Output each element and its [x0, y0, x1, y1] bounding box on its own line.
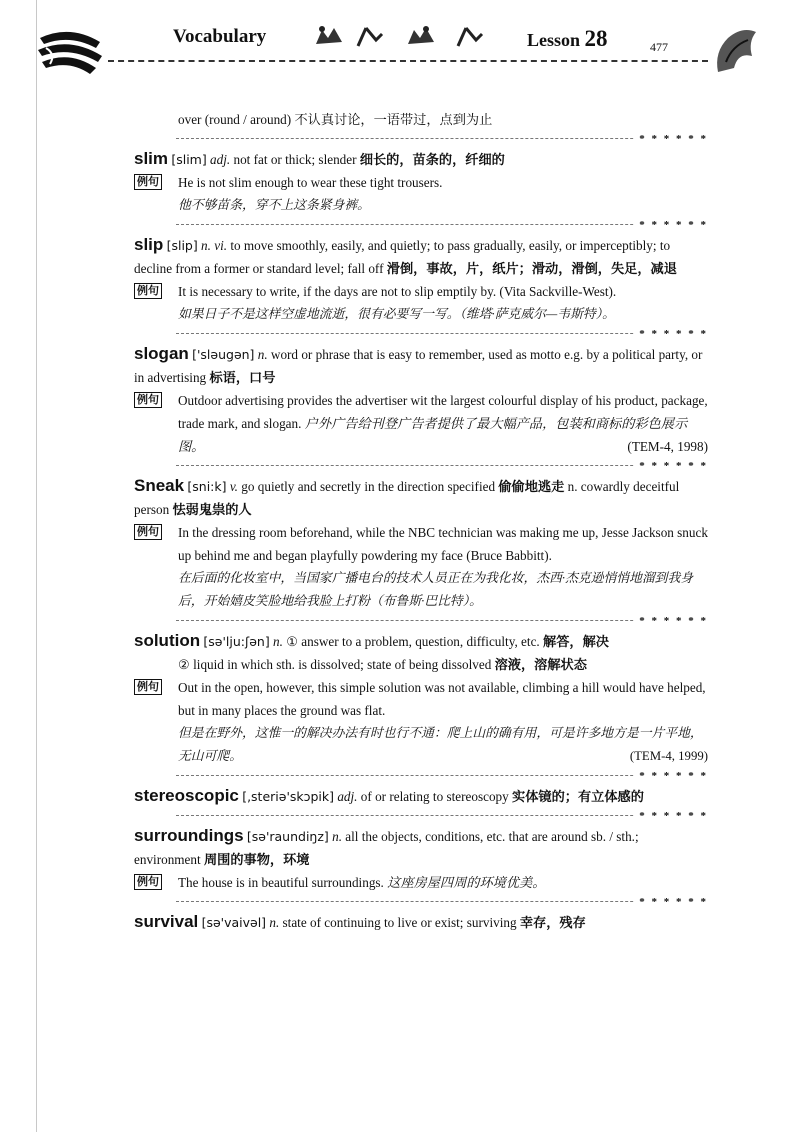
part-of-speech: n.: [269, 915, 280, 930]
entry-surroundings: [134, 824, 708, 894]
part-of-speech: n.: [257, 347, 268, 362]
pronunciation: [sə'vaivəl]: [201, 915, 267, 930]
lesson-label: [527, 26, 608, 52]
entry-slogan: [134, 342, 708, 458]
example-tag: 例句: [134, 679, 162, 695]
definition-2-cn: 溶液，溶解状态: [494, 657, 587, 672]
headword: slip: [134, 235, 164, 254]
page-edge: [36, 0, 37, 1132]
definition: go quietly and secretly in the direction specified: [241, 479, 496, 494]
example: [134, 676, 708, 722]
figure-ornament-icon: [312, 24, 348, 48]
entry-separator: * * * * * *: [176, 620, 708, 621]
example-cn: 他不够苗条，穿不上这条紧身裤。: [178, 198, 370, 212]
entry-slim: [134, 147, 708, 217]
example-cn: 在后面的化妆室中，当国家广播电台的技术人员正在为我化妆，杰西·杰克逊悄悄地溜到我身后，开始嬉皮笑脸地给我脸上打粉（布鲁斯·巴比特）。: [178, 571, 694, 608]
entry-definition: [134, 474, 708, 521]
lead-line: over (round / around) 不认真讨论，一语带过，点到为止: [178, 112, 493, 127]
definition-cn: 偷偷地逃走: [498, 479, 565, 494]
pronunciation: [sə'raundiŋz]: [246, 829, 329, 844]
example: [134, 521, 708, 567]
definition-2: n. cowardly deceitful person: [134, 479, 680, 517]
page-header: [0, 0, 800, 100]
example-tag: 例句: [134, 392, 162, 408]
entry-separator: * * * * * *: [176, 815, 708, 816]
example-cn: 这座房屋四周的环境优美。: [387, 875, 546, 890]
part-of-speech: adj.: [337, 789, 358, 804]
example-en: The house is in beautiful surroundings.: [178, 875, 384, 890]
definition-2: ② liquid in which sth. is dissolved; state of being dissolved: [178, 657, 492, 672]
entry-stereoscopic: [134, 784, 708, 808]
part-of-speech: v.: [229, 479, 238, 494]
definition-2-cn: 怯弱鬼祟的人: [172, 502, 252, 517]
source-citation: (TEM-4, 1998): [627, 439, 708, 454]
entry-separator: * * * * * *: [176, 465, 708, 466]
entry-definition: [134, 784, 708, 808]
definition: of or relating to stereoscopy: [360, 789, 509, 804]
lesson-word: Lesson: [527, 30, 581, 50]
pronunciation: [sni:k]: [187, 479, 227, 494]
example: [134, 280, 708, 303]
example-tag: 例句: [134, 174, 162, 190]
entry-definition: [134, 910, 708, 934]
headword: Sneak: [134, 476, 185, 495]
example-en: Outdoor advertising provides the advertiser wit the largest colourful display of his product, package, trade mark, and slogan.: [178, 393, 708, 431]
definition-cn: 细长的，苗条的，纤细的: [359, 152, 505, 167]
pronunciation: [slip]: [166, 238, 198, 253]
definition-cn: 周围的事物，环境: [203, 852, 310, 867]
part-of-speech: n. vi.: [201, 238, 228, 253]
definition-cn: 滑倒，事故，片，纸片；滑动，滑倒，失足，减退: [386, 261, 677, 276]
definition: not fat or thick; slender: [233, 152, 357, 167]
example-cn: 如果日子不是这样空虚地流逝，很有必要写一写。（维塔·萨克威尔—韦斯特）。: [178, 307, 615, 321]
example-en: Out in the open, however, this simple solution was not available, climbing a hill would have helped, but in many places the ground was flat.: [178, 680, 706, 718]
definition: state of continuing to live or exist; surviving: [282, 915, 517, 930]
entry-definition: [134, 233, 708, 280]
header-rule: [108, 60, 708, 62]
entry-slip: [134, 233, 708, 326]
example-cn: 户外广告给刊登广告者提供了最大幅产品，包装和商标的彩色展示图。: [178, 416, 688, 454]
entry-sneak: [134, 474, 708, 613]
entry-separator: * * * * * *: [176, 901, 708, 902]
example-en: He is not slim enough to wear these tight trousers.: [178, 175, 443, 190]
example-tag: 例句: [134, 524, 162, 540]
example-tag: 例句: [134, 874, 162, 890]
headword: slim: [134, 149, 169, 168]
definition-cn: 实体镜的；有立体感的: [512, 789, 644, 804]
lesson-number: 28: [584, 26, 608, 51]
example-cn: 但是在野外，这惟一的解决办法有时也行不通：爬上山的确有用，可是许多地方是一片平地，无山可爬。 (TEM-4, 1999): [134, 722, 708, 768]
corner-ornament-icon: [708, 22, 764, 82]
example: [134, 871, 708, 894]
example-en: It is necessary to write, if the days are not to slip emptily by. (Vita Sackville-West).: [178, 284, 617, 299]
definition-cn: 解答，解决: [543, 634, 609, 649]
headword: solution: [134, 631, 201, 650]
entry-definition: [134, 824, 708, 871]
headword: slogan: [134, 344, 189, 363]
figure-ornament-icon: [404, 24, 440, 48]
definition-cn: 标语，口号: [209, 370, 276, 385]
part-of-speech: n.: [332, 829, 342, 844]
part-of-speech: adj.: [210, 152, 231, 167]
page-number: 477: [650, 40, 668, 54]
entry-solution: [134, 629, 708, 768]
example: [134, 389, 708, 458]
swirl-logo-icon: [36, 28, 104, 76]
definition: all the objects, conditions, etc. that are around sb. / sth.; environment: [134, 829, 639, 867]
definition-cn: 幸存，残存: [519, 915, 586, 930]
vocabulary-list: [134, 104, 708, 934]
definition: word or phrase that is easy to remember, used as motto e.g. by a political party, or in advertising: [134, 347, 703, 385]
entry-separator: * * * * * *: [176, 138, 708, 139]
entry-separator: * * * * * *: [176, 224, 708, 225]
source-citation: (TEM-4, 1999): [629, 749, 708, 763]
entry-definition: [134, 629, 708, 653]
pronunciation: [sə'lju:ʃən]: [203, 634, 270, 649]
entry-separator: * * * * * *: [176, 333, 708, 334]
definition: to move smoothly, easily, and quietly; to pass gradually, easily, or imperceptibly; to decline from a former or standard level; fall off: [134, 238, 671, 276]
headword: surroundings: [134, 826, 244, 845]
pronunciation: [,steriə'skɔpik]: [242, 789, 335, 804]
example-en: In the dressing room beforehand, while the NBC technician was making me up, Jesse Jackson snuck up behind me and began playfully powdering my face (Bruce Babbitt).: [178, 525, 708, 563]
example-tag: 例句: [134, 283, 162, 299]
entry-definition: [134, 147, 708, 171]
headword: survival: [134, 912, 199, 931]
pronunciation: [slim]: [171, 152, 207, 167]
entry-definition-2: [134, 653, 708, 676]
figure-ornament-icon: [452, 24, 488, 48]
part-of-speech: n.: [273, 634, 283, 649]
figure-ornament-icon: [352, 24, 388, 48]
entry-separator: * * * * * *: [176, 775, 708, 776]
headword: stereoscopic: [134, 786, 239, 805]
example: [134, 171, 708, 194]
entry-definition: [134, 342, 708, 389]
definition: ① answer to a problem, question, difficulty, etc.: [286, 634, 540, 649]
section-title: Vocabulary: [173, 26, 267, 47]
pronunciation: ['sləugən]: [192, 347, 255, 362]
entry-survival: [134, 910, 708, 934]
